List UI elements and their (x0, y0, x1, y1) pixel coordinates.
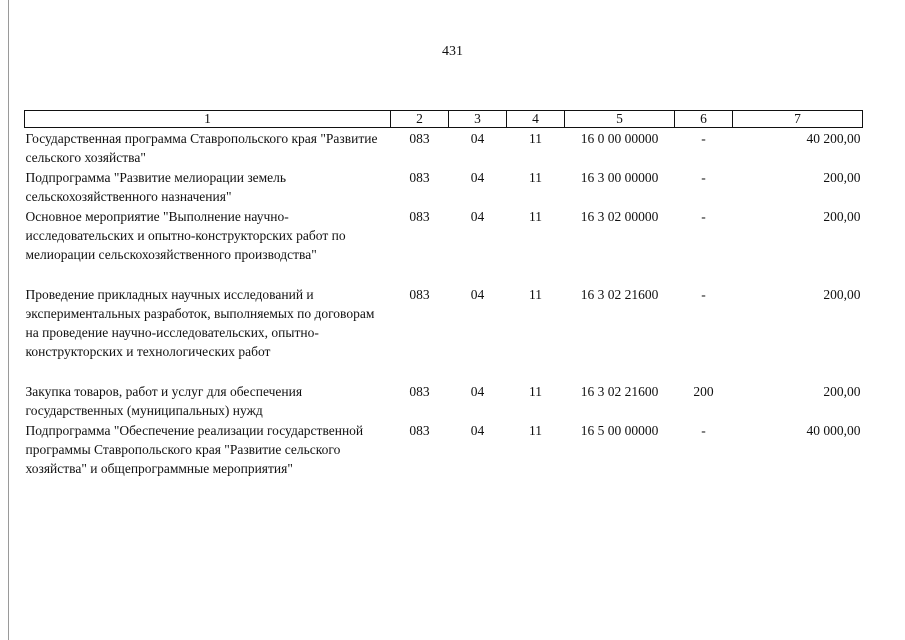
row-name: Закупка товаров, работ и услуг для обеспечения государственных (муниципальных) нужд (25, 384, 303, 418)
column-header-4: 4 (507, 111, 565, 128)
row-expense-type: - (701, 423, 706, 438)
column-header-6: 6 (675, 111, 733, 128)
row-amount: 200,00 (823, 170, 861, 185)
budget-table (24, 110, 863, 478)
column-header-5: 5 (565, 111, 675, 128)
row-subsection-code: 11 (529, 423, 542, 438)
row-ministry-code: 083 (409, 423, 430, 438)
row-section-code: 04 (470, 423, 485, 438)
row-name: Подпрограмма "Развитие мелиорации земель сельскохозяйственного назначения" (25, 170, 287, 204)
row-subsection-code: 11 (529, 131, 542, 146)
page-number: 431 (442, 44, 463, 59)
column-header-7: 7 (733, 111, 863, 128)
row-section-code: 04 (470, 287, 485, 302)
row-expense-type: - (701, 131, 706, 146)
row-subsection-code: 11 (529, 287, 542, 302)
row-amount: 40 200,00 (806, 131, 861, 146)
row-expense-type: - (701, 287, 706, 302)
table-row (25, 420, 863, 478)
row-section-code: 04 (470, 209, 485, 224)
row-subsection-code: 11 (529, 384, 542, 399)
row-target-code: 16 3 02 00000 (580, 209, 659, 224)
row-target-code: 16 3 02 21600 (580, 384, 659, 399)
row-section-code: 04 (470, 131, 485, 146)
row-amount: 200,00 (823, 209, 861, 224)
table-row (25, 381, 863, 420)
row-amount: 200,00 (823, 287, 861, 302)
row-section-code: 04 (470, 170, 485, 185)
row-target-code: 16 3 00 00000 (580, 170, 659, 185)
row-subsection-code: 11 (529, 209, 542, 224)
table-header-row (25, 111, 863, 128)
row-name: Подпрограмма "Обеспечение реализации государственной программы Ставропольского края "Развитие сельского хозяйства" и общепрограммные мероприятия" (25, 423, 364, 476)
page-edge-line (8, 0, 9, 640)
table-row (25, 284, 863, 381)
table-row (25, 206, 863, 284)
row-expense-type: 200 (693, 384, 714, 399)
row-target-code: 16 0 00 00000 (580, 131, 659, 146)
row-name: Проведение прикладных научных исследований и экспериментальных разработок, выполняемых по договорам на проведение научно-исследовательских, опытно-конструкторских и технологических работ (25, 287, 375, 359)
row-amount: 200,00 (823, 384, 861, 399)
row-amount: 40 000,00 (806, 423, 861, 438)
row-ministry-code: 083 (409, 287, 430, 302)
column-header-3: 3 (449, 111, 507, 128)
row-expense-type: - (701, 209, 706, 224)
table-row (25, 128, 863, 168)
row-ministry-code: 083 (409, 384, 430, 399)
row-target-code: 16 5 00 00000 (580, 423, 659, 438)
table-row (25, 167, 863, 206)
column-header-2: 2 (391, 111, 449, 128)
row-subsection-code: 11 (529, 170, 542, 185)
row-expense-type: - (701, 170, 706, 185)
column-header-1: 1 (25, 111, 391, 128)
row-target-code: 16 3 02 21600 (580, 287, 659, 302)
row-ministry-code: 083 (409, 209, 430, 224)
row-section-code: 04 (470, 384, 485, 399)
row-name: Основное мероприятие "Выполнение научно-исследовательских и опытно-конструкторских работ по мелиорации сельскохозяйственного производства" (25, 209, 346, 262)
row-name: Государственная программа Ставропольского края "Развитие сельского хозяйства" (25, 131, 378, 165)
row-ministry-code: 083 (409, 170, 430, 185)
row-ministry-code: 083 (409, 131, 430, 146)
